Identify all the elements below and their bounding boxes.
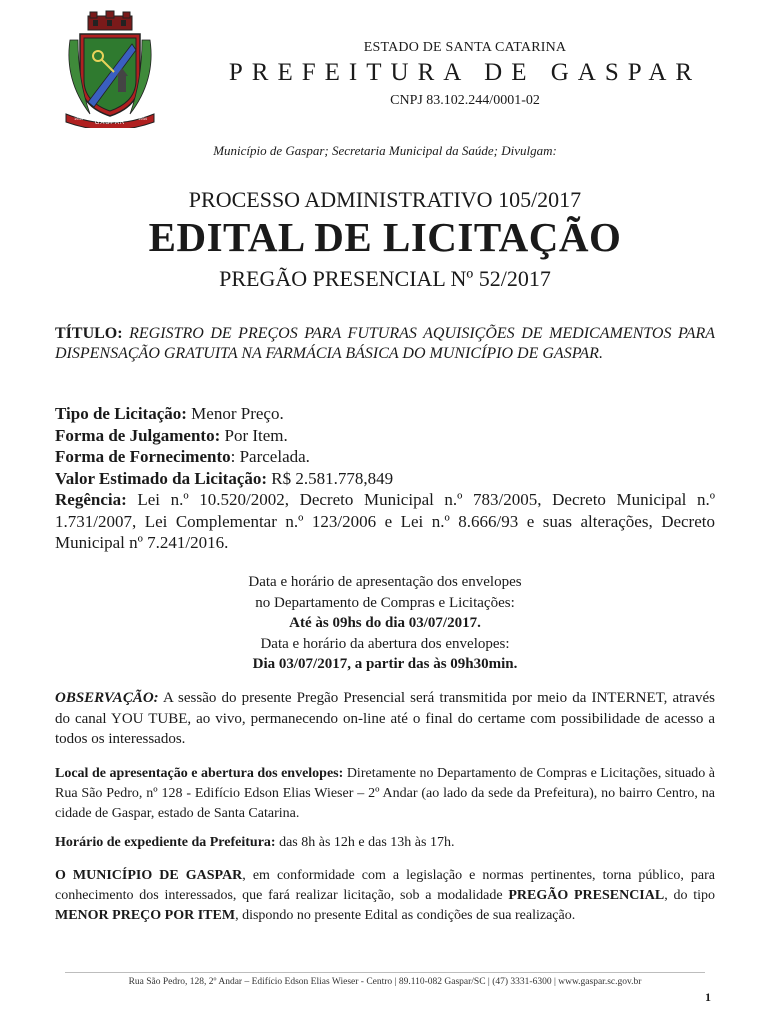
horario-paragraph — [55, 833, 715, 853]
local-paragraph — [55, 764, 715, 824]
dates-line-5: Dia 03/07/2017, a partir das às 09h30min. — [252, 656, 518, 672]
municipio-paragraph — [55, 866, 715, 926]
edital-title: EDITAL DE LICITAÇÃO — [148, 214, 622, 260]
municipio-text-3: , dispondo no presente Edital as condições de sua realização. — [235, 908, 576, 923]
tipo-licitacao: MENOR PREÇO POR ITEM — [55, 908, 236, 923]
footer-divider — [65, 972, 705, 973]
dates-block — [0, 572, 770, 675]
state-name: ESTADO DE SANTA CATARINA — [363, 40, 567, 55]
tipo-label: Tipo de Licitação: — [55, 404, 187, 423]
observacao-paragraph — [55, 688, 715, 750]
municipio-text-1: , em conformidade com a legislação e normas pertinentes, torna público, para conhecimento dos interessados, que fará realizar licitação, sob a modalidade — [55, 868, 715, 903]
local-text: Diretamente no Departamento de Compras e Licitações, situado à Rua São Pedro, nº 128 - Edifício Edson Elias Wieser – 2º Andar (ao lado da sede da Prefeitura), no bairro Centro, na cidade de Gaspar, estado de Santa Catarina. — [55, 766, 715, 821]
pregao-title: PREGÃO PRESENCIAL Nº 52/2017 — [219, 266, 551, 291]
horario-text: das 8h às 12h e das 13h às 17h. — [279, 835, 455, 850]
footer-address: Rua São Pedro, 128, 2º Andar – Edifício Edson Elias Wieser - Centro | 89.110-082 Gaspar/SC | (47) 3331-6300 | www.gaspar.sc.gov.br — [128, 977, 642, 987]
observacao-text: A sessão do presente Pregão Presencial será transmitida por meio da INTERNET, através do canal YOU TUBE, ao vivo, permanecendo on-line até o final do certame com possibilidade de acesso a todos os interessados. — [55, 690, 715, 747]
divulgam-line: Município de Gaspar; Secretaria Municipal da Saúde; Divulgam: — [213, 143, 557, 158]
horario-label: Horário de expediente da Prefeitura: — [55, 835, 276, 850]
dates-line-4: Data e horário da abertura dos envelopes: — [260, 635, 510, 652]
julgamento-label: Forma de Julgamento: — [55, 425, 221, 445]
tipo-value: Menor Preço. — [191, 404, 284, 423]
julgamento-value: Por Item. — [224, 425, 288, 445]
dates-line-1: Data e horário de apresentação dos envelopes — [248, 574, 522, 590]
cnpj: CNPJ 83.102.244/0001-02 — [390, 93, 540, 108]
valor-row — [55, 468, 715, 490]
tipo-row — [55, 403, 715, 425]
processo-title: PROCESSO ADMINISTRATIVO 105/2017 — [188, 187, 582, 212]
titulo-block — [55, 324, 715, 364]
municipio-text-2: , do tipo — [664, 888, 715, 903]
letterhead — [170, 40, 760, 109]
titulo-label: TÍTULO: — [55, 325, 123, 342]
crest-year-right: 1934 — [138, 116, 147, 121]
modalidade: PREGÃO PRESENCIAL — [508, 888, 665, 903]
titulo-text: REGISTRO DE PREÇOS PARA FUTURAS AQUISIÇÕES DE MEDICAMENTOS PARA DISPENSAÇÃO GRATUITA NA FARMÁCIA BÁSICA DO MUNICÍPIO DE GASPAR. — [55, 325, 716, 362]
regencia-value: Lei n.º 10.520/2002, Decreto Municipal n.º 783/2005, Decreto Municipal n.º 1.731/2007, Lei Complementar n.º 123/2006 e Lei n.º 8.666/93 e suas alterações, Decreto Municipal nº 7.241/2016. — [55, 490, 716, 552]
crest-year-left: 1934 — [74, 116, 83, 121]
local-label: Local de apresentação e abertura dos envelopes: — [55, 766, 344, 781]
fornecimento-row — [55, 446, 715, 468]
municipal-crest-logo — [60, 10, 160, 128]
dates-line-3: Até às 09hs do dia 03/07/2017. — [289, 615, 481, 631]
municipio-name: O MUNICÍPIO DE GASPAR — [55, 868, 243, 883]
fornecimento-label: Forma de Fornecimento — [55, 447, 231, 466]
prefeitura-title: PREFEITURA DE GASPAR — [228, 59, 702, 86]
julgamento-row — [55, 425, 715, 447]
licitacao-fields — [55, 403, 715, 554]
crest-banner-text: GASPAR — [94, 120, 126, 126]
fornecimento-value: : Parcelada. — [230, 447, 310, 466]
regencia-row — [55, 489, 715, 554]
page-number: 1 — [705, 990, 711, 1004]
dates-line-2: no Departamento de Compras e Licitações: — [255, 594, 515, 611]
observacao-label: OBSERVAÇÃO: — [55, 690, 159, 706]
valor-value: R$ 2.581.778,849 — [271, 468, 394, 488]
valor-label: Valor Estimado da Licitação: — [55, 468, 268, 488]
regencia-label: Regência: — [55, 490, 127, 509]
